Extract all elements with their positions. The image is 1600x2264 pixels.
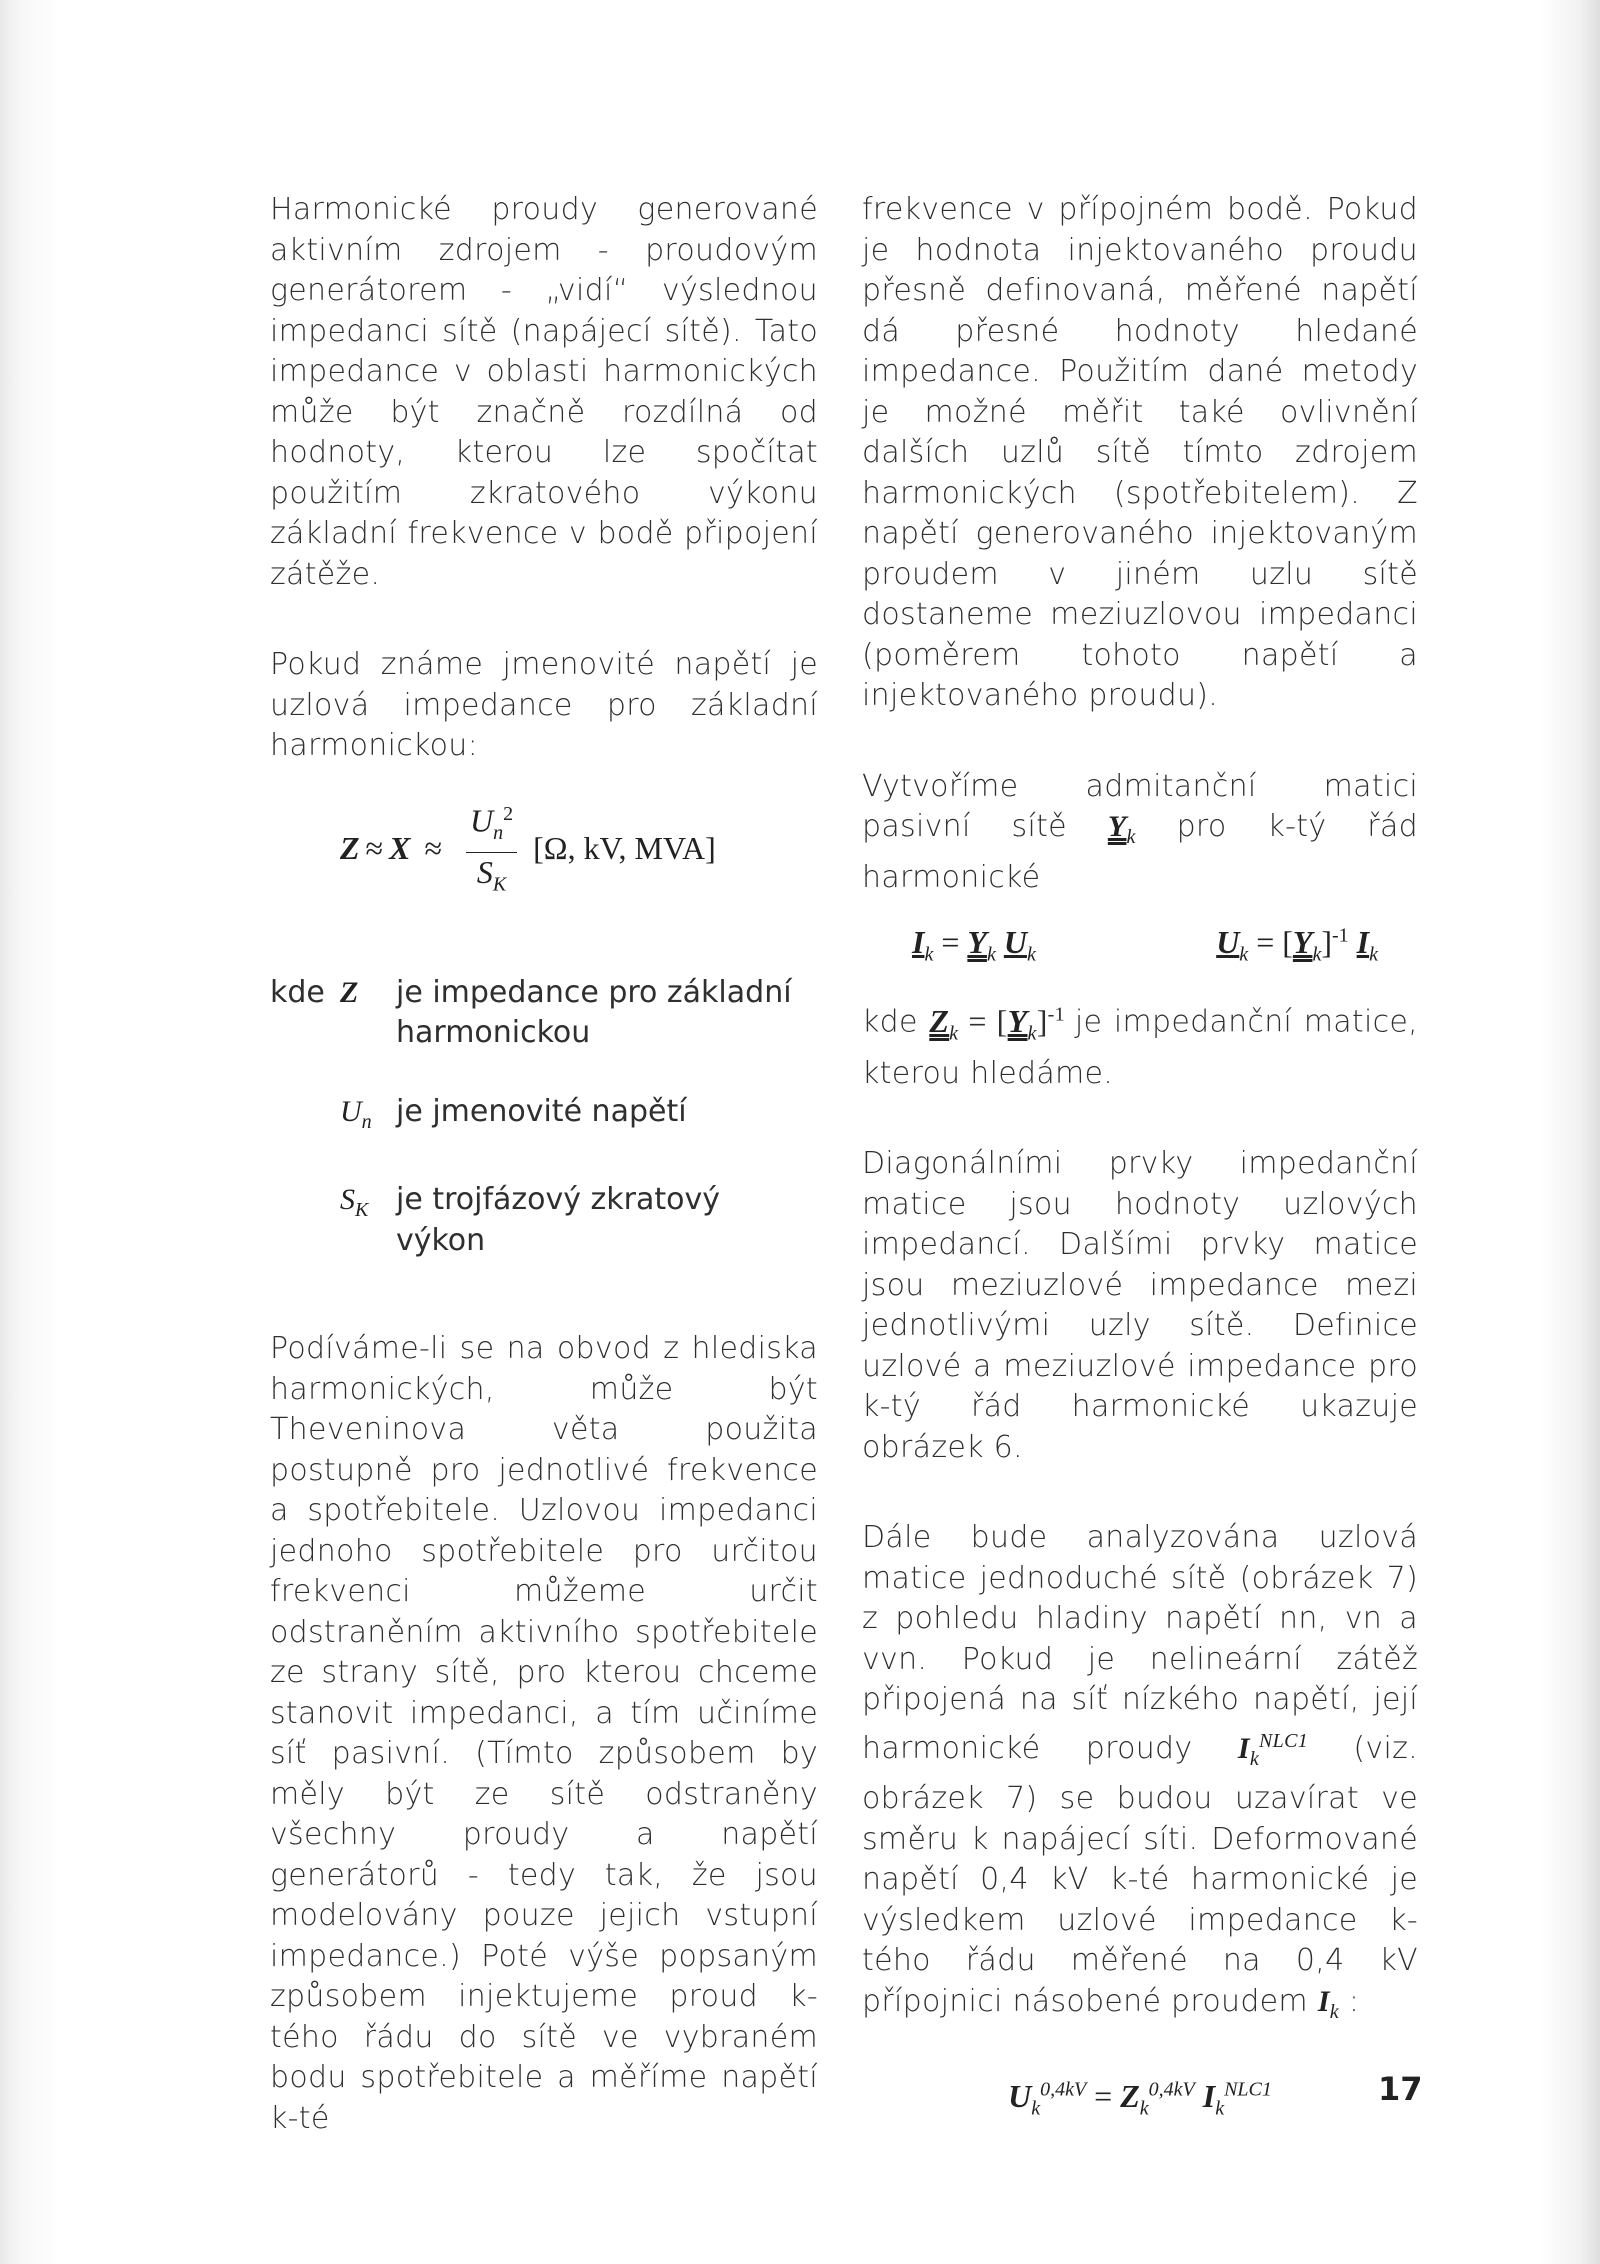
formula-impedance: Z ≈ X ≈ $\frac{U_n^2}{S_K}$ [Ω, kV, MVA] [270, 795, 818, 903]
paragraph: frekvence v přípojném bodě. Pokud je hodnota injektovaného proudu přesně definovaná, měřené napětí dá přesné hodnoty hledané impedance. Použitím dané metody je možné měřit také ovlivnění dalších uzlů sítě tímto zdrojem harmonických (spotřebitelem). Z napětí generovaného injektovaným proudem v jiném uzlu sítě dostaneme meziuzlovou impedanci (poměrem tohoto napětí a injektovaného proudu). [862, 192, 1418, 713]
paragraph: Pokud známe jmenovité napětí je uzlová impedance pro základní harmonickou: [270, 647, 818, 763]
left-column [270, 190, 818, 2139]
formula-units: [Ω, kV, MVA] [533, 830, 716, 867]
formula-admittance: $I_k = Y_k$ $U_k$ $U_k = [Y_k]^{-1}$ $I_k$ [912, 924, 1378, 966]
paragraph: Podíváme-li se na obvod z hlediska harmonických, může být Theveninova věta použita postupně pro jednotlivé frekvence a spotřebitele. Uzlovou impedanci jednoho spotřebitele pro určitou frekvenci můžeme určit odstraněním aktivního spotřebitele ze strany sítě, pro kterou chceme stanovit impedanci, a tím učiníme síť pasivní. (Tímto způsobem by měly být ze sítě odstraněny všechny proudy a napětí generátorů - tedy tak, že jsou modelovány pouze jejich vstupní impedance.) Poté výše popsaným způsobem injektujeme proud k-tého řádu do sítě ve vybraném bodu spotřebitele a měříme napětí k-té [270, 1331, 818, 2136]
right-column [862, 190, 1418, 2121]
formula-deformed-voltage: $U_k^{0,4kV} = Z_k^{0,4kV}$ $I_k^{NLC1}$ [1008, 2078, 1272, 2120]
definition-z: kde Z je impedance pro základní harmonickou [270, 974, 792, 1051]
definition-u: $U_n$ je jmenovité napětí [340, 1093, 687, 1133]
paragraph: kde $Z_k = [Y_k]^{-1}$ je impedanční matice, kterou hledáme. [862, 1003, 1418, 1091]
page-number: 17 [1378, 2070, 1423, 2108]
paragraph: Vytvoříme admitanční matici pasivní sítě $Y_k$ pro k-tý řád harmonické [862, 768, 1418, 895]
definition-s: $S_K$ je trojfázový zkratový výkon [340, 1182, 721, 1258]
paragraph: Harmonické proudy generované aktivním zdrojem - proudovým generátorem - „vidí“ výslednou impedanci sítě (napájecí sítě). Tato impedance v oblasti harmonických může být značně rozdílná od hodnoty, kterou lze spočítat použitím zkratového výkonu základní frekvence v bodě připojení zátěže. [270, 192, 818, 592]
paragraph: Dále bude analyzována uzlová matice jednoduché sítě (obrázek 7) z pohledu hladiny napětí nn, vn a vvn. Pokud je nelineární zátěž připojená na síť nízkého napětí, její harmonické proudy $I_k^{NLC1}$ (viz. obrázek 7) se budou uzavírat ve směru k napájecí síti. Deformované napětí 0,4 kV k-té harmonické je výsledkem uzlové impedance k-tého řádu měřené na 0,4 kV přípojnici násobené proudem $I_k$ : [862, 1520, 1418, 2023]
paragraph: Diagonálními prvky impedanční matice jsou hodnoty uzlových impedancí. Dalšími prvky matice jsou meziuzlové impedance mezi jednotlivými uzly sítě. Definice uzlové a meziuzlové impedance pro k-tý řád harmonické ukazuje obrázek 6. [862, 1146, 1418, 1465]
